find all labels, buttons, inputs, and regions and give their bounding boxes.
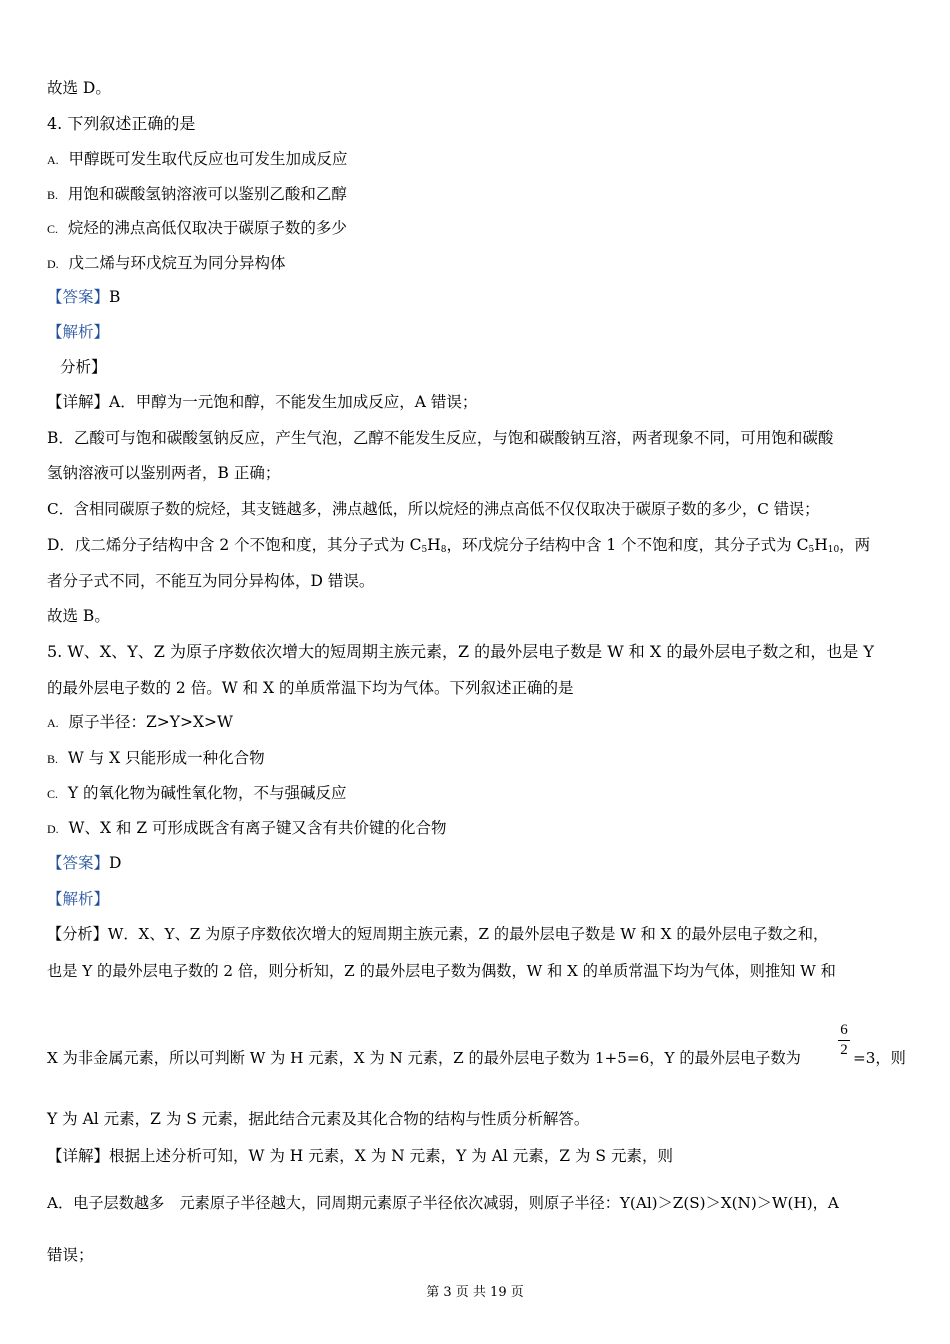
q5-stem-line2: 的最外层电子数的 2 倍。W 和 X 的单质常温下均为气体。下列叙述正确的是 (47, 679, 574, 697)
q5-stem-line1: 5. W、X、Y、Z 为原子序数依次增大的短周期主族元素，Z 的最外层电子数是 W 和 X 的最外层电子数之和，也是 Y (47, 642, 874, 661)
q5-analysis-tag: 【解析】 (47, 890, 110, 908)
q4-detail-d2: 者分子式不同，不能互为同分异构体，D 错误。 (47, 572, 375, 590)
fraction-six-over-two: 6 2 (836, 1022, 852, 1059)
q3-conclusion: 故选 D。 (47, 79, 111, 97)
q5-analysis-line1: 【分析】W．X、Y、Z 为原子序数依次增大的短周期主族元素，Z 的最外层电子数是 W 和 X 的最外层电子数之和， (47, 925, 829, 943)
q5-answer: 【答案】D (47, 854, 122, 872)
q4-stem: 4. 下列叙述正确的是 (47, 114, 196, 133)
q5-detail-a1: A．电子层数越多 元素原子半径越大，同周期元素原子半径依次减弱，则原子半径：Y(Al)＞Z(S)＞X(N)＞W(H)，A (47, 1194, 839, 1212)
q4-detail-b1: B．乙酸可与饱和碳酸氢钠反应，产生气泡，乙醇不能发生反应，与饱和碳酸钠互溶，两者现象不同，可用饱和碳酸 (47, 429, 834, 447)
q4-detail-d1: D．戊二烯分子结构中含 2 个不饱和度，其分子式为 $C_5H_8$，环戊烷分子结构中含 1 个不饱和度，其分子式为 $C_5H_{10}$，两 (47, 536, 871, 555)
q4-analysis-sub: 分析】 (60, 358, 107, 376)
q5-option-a: A. 原子半径：Z>Y>X>W (47, 713, 233, 731)
q4-conclusion: 故选 B。 (47, 607, 110, 625)
q5-analysis-line3: X 为非金属元素，所以可判断 W 为 H 元素，X 为 N 元素，Z 的最外层电子数为 1+5=6，Y 的最外层电子数为 (47, 1049, 801, 1067)
q4-option-b: B. 用饱和碳酸氢钠溶液可以鉴别乙酸和乙醇 (47, 185, 347, 203)
q4-detail-a: 【详解】A．甲醇为一元饱和醇，不能发生加成反应，A 错误； (47, 393, 478, 411)
q4-option-a: A. 甲醇既可发生取代反应也可发生加成反应 (47, 150, 348, 168)
q4-detail-b2: 氢钠溶液可以鉴别两者，B 正确； (47, 464, 281, 482)
q5-option-b: B. W 与 X 只能形成一种化合物 (47, 749, 265, 767)
q4-option-c: C. 烷烃的沸点高低仅取决于碳原子数的多少 (47, 219, 347, 237)
q4-analysis-tag: 【解析】 (47, 323, 110, 341)
q5-analysis-line4: Y 为 Al 元素，Z 为 S 元素，据此结合元素及其化合物的结构与性质分析解答。 (47, 1110, 590, 1128)
q5-analysis-line3-end: =3，则 (853, 1049, 906, 1067)
q5-option-d: D. W、X 和 Z 可形成既含有离子键又含有共价键的化合物 (47, 819, 447, 837)
q5-detail-intro: 【详解】根据上述分析可知，W 为 H 元素，X 为 N 元素，Y 为 Al 元素，Z 为 S 元素，则 (47, 1147, 673, 1165)
answer-tag: 【答案】 (47, 854, 110, 872)
answer-tag: 【答案】 (47, 288, 110, 306)
q5-detail-a2: 错误； (47, 1246, 94, 1264)
q4-detail-c: C．含相同碳原子数的烷烃，其支链越多，沸点越低，所以烷烃的沸点高低不仅仅取决于碳原子数的多少，C 错误； (47, 500, 820, 518)
q4-option-d: D. 戊二烯与环戊烷互为同分异构体 (47, 254, 286, 272)
q4-answer: 【答案】B (47, 288, 121, 306)
page-footer: 第 3 页 共 19 页 (426, 1285, 524, 1300)
q5-option-c: C. Y 的氧化物为碱性氧化物，不与强碱反应 (47, 784, 347, 802)
q5-analysis-line2: 也是 Y 的最外层电子数的 2 倍，则分析知，Z 的最外层电子数为偶数，W 和 X 的单质常温下均为气体，则推知 W 和 (47, 962, 836, 980)
